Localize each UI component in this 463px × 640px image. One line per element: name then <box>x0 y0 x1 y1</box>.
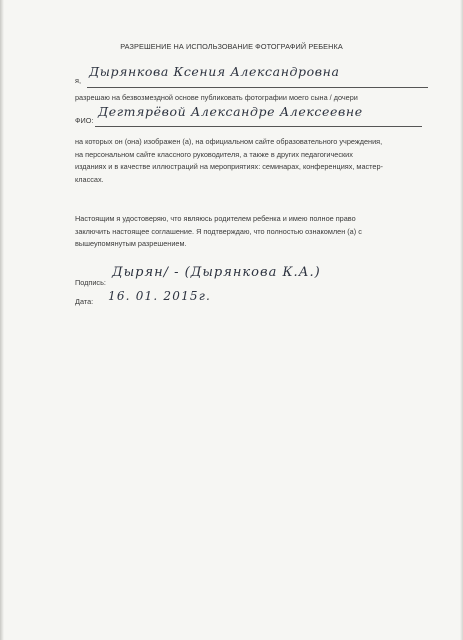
usage-line: классах. <box>75 174 104 184</box>
usage-paragraph <box>75 136 383 186</box>
document-title: РАЗРЕШЕНИЕ НА ИСПОЛЬЗОВАНИЕ ФОТОГРАФИЙ РЕБЕНКА <box>120 42 343 51</box>
child-name-handwritten: Дегтярёвой Александре Алексеевне <box>98 104 363 119</box>
usage-line: изданиях и в качестве иллюстраций на мероприятиях: семинарах, конференциях, мастер- <box>75 162 383 172</box>
child-label: ФИО: <box>75 116 94 125</box>
permission-text: разрешаю на безвозмездной основе публиковать фотографии моего сына / дочери <box>75 93 358 102</box>
certify-line: Настоящим я удостоверяю, что являюсь родителем ребенка и имею полное право <box>75 214 356 223</box>
parent-name-line <box>87 87 428 88</box>
certify-line: заключить настоящее соглашение. Я подтверждаю, что полностью ознакомлен (а) с <box>75 226 362 236</box>
date-label: Дата: <box>75 297 94 306</box>
parent-prefix: я, <box>75 76 81 85</box>
certification-paragraph <box>75 213 362 251</box>
usage-line: на персональном сайте классного руководителя, а также в других педагогических <box>75 149 353 159</box>
scan-edge-left <box>0 0 4 640</box>
certify-line: вышеупомянутым разрешением. <box>75 239 187 249</box>
child-name-line <box>95 126 422 127</box>
signature-label: Подпись: <box>75 278 106 287</box>
signature-handwritten: Дырян/ - (Дырянкова К.А.) <box>112 265 321 280</box>
date-handwritten: 16. 01. 2015г. <box>108 289 212 303</box>
usage-line: на которых он (она) изображен (а), на официальном сайте образовательного учреждения, <box>75 137 383 146</box>
parent-name-handwritten: Дырянкова Ксения Александровна <box>89 64 340 79</box>
